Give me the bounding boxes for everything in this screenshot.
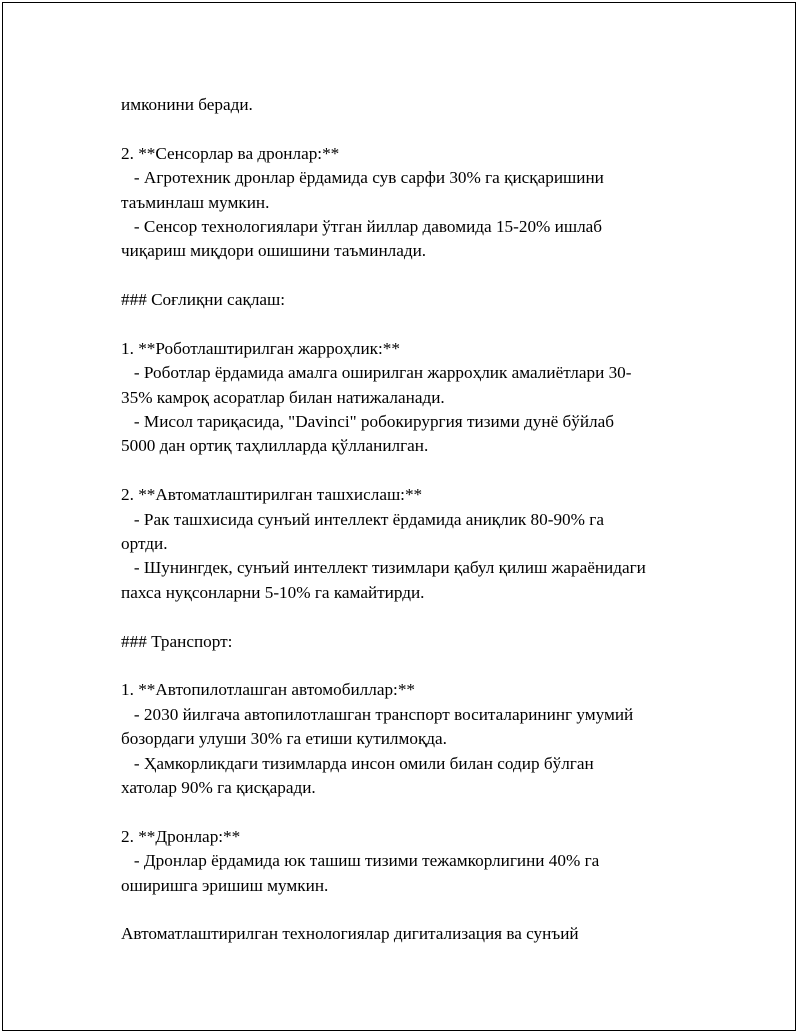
text-line: пахса нуқсонларни 5-10% га камайтирди.: [121, 582, 425, 602]
text-line: ортди.: [121, 534, 168, 554]
list-item-heading: 1. **Роботлаштирилган жарроҳлик:**: [121, 338, 400, 358]
text-line: имконини беради.: [121, 95, 253, 114]
document-text: [121, 93, 721, 947]
section-heading: ### Транспорт:: [121, 631, 233, 651]
blank-line: [121, 313, 721, 337]
text-line: Автоматлаштирилган технологиялар дигитализация ва сунъий: [121, 924, 579, 944]
blank-line: [121, 800, 721, 824]
text-line: - Агротехник дронлар ёрдамида сув сарфи 30% га қисқаришини: [121, 168, 604, 188]
text-line: - Дронлар ёрдамида юк ташиш тизими тежамкорлигини 40% га: [121, 851, 600, 871]
text-line: - Ҳамкорликдаги тизимларда инсон омили билан содир бўлган: [121, 753, 594, 773]
text-line: - Мисол тариқасида, "Davinci" робокирургия тизими дунё бўйлаб: [121, 412, 615, 432]
blank-line: [121, 605, 721, 629]
text-line: оширишга эришиш мумкин.: [121, 875, 329, 895]
list-item-heading: 2. **Автоматлаштирилган ташхислаш:**: [121, 485, 423, 505]
blank-line: [121, 459, 721, 483]
blank-line: [121, 117, 721, 141]
list-item-heading: 1. **Автопилотлашган автомобиллар:**: [121, 680, 416, 700]
list-item-heading: 2. **Дронлар:**: [121, 826, 241, 846]
text-line: - Роботлар ёрдамида амалга оширилган жарроҳлик амалиётлари 30-: [121, 363, 632, 383]
blank-line: [121, 264, 721, 288]
section-heading: ### Соғлиқни сақлаш:: [121, 290, 286, 310]
document-page: [2, 2, 796, 1031]
text-line: таъминлаш мумкин.: [121, 192, 270, 212]
blank-line: [121, 898, 721, 922]
text-line: 35% камроқ асоратлар билан натижаланади.: [121, 387, 445, 407]
blank-line: [121, 654, 721, 678]
text-line: 5000 дан ортиқ таҳлилларда қўлланилган.: [121, 436, 429, 456]
list-item-heading: 2. **Сенсорлар ва дронлар:**: [121, 143, 340, 163]
text-line: чиқариш миқдори ошишини таъминлади.: [121, 241, 427, 261]
text-line: - 2030 йилгача автопилотлашган транспорт воситаларининг умумий: [121, 704, 634, 724]
text-line: - Рак ташхисида сунъий интеллект ёрдамида аниқлик 80-90% га: [121, 509, 604, 529]
text-line: хатолар 90% га қисқаради.: [121, 777, 316, 797]
text-line: бозордаги улуши 30% га етиши кутилмоқда.: [121, 729, 447, 749]
text-line: - Шунингдек, сунъий интеллект тизимлари қабул қилиш жараёнидаги: [121, 558, 646, 578]
text-line: - Сенсор технологиялари ўтган йиллар давомида 15-20% ишлаб: [121, 216, 603, 236]
